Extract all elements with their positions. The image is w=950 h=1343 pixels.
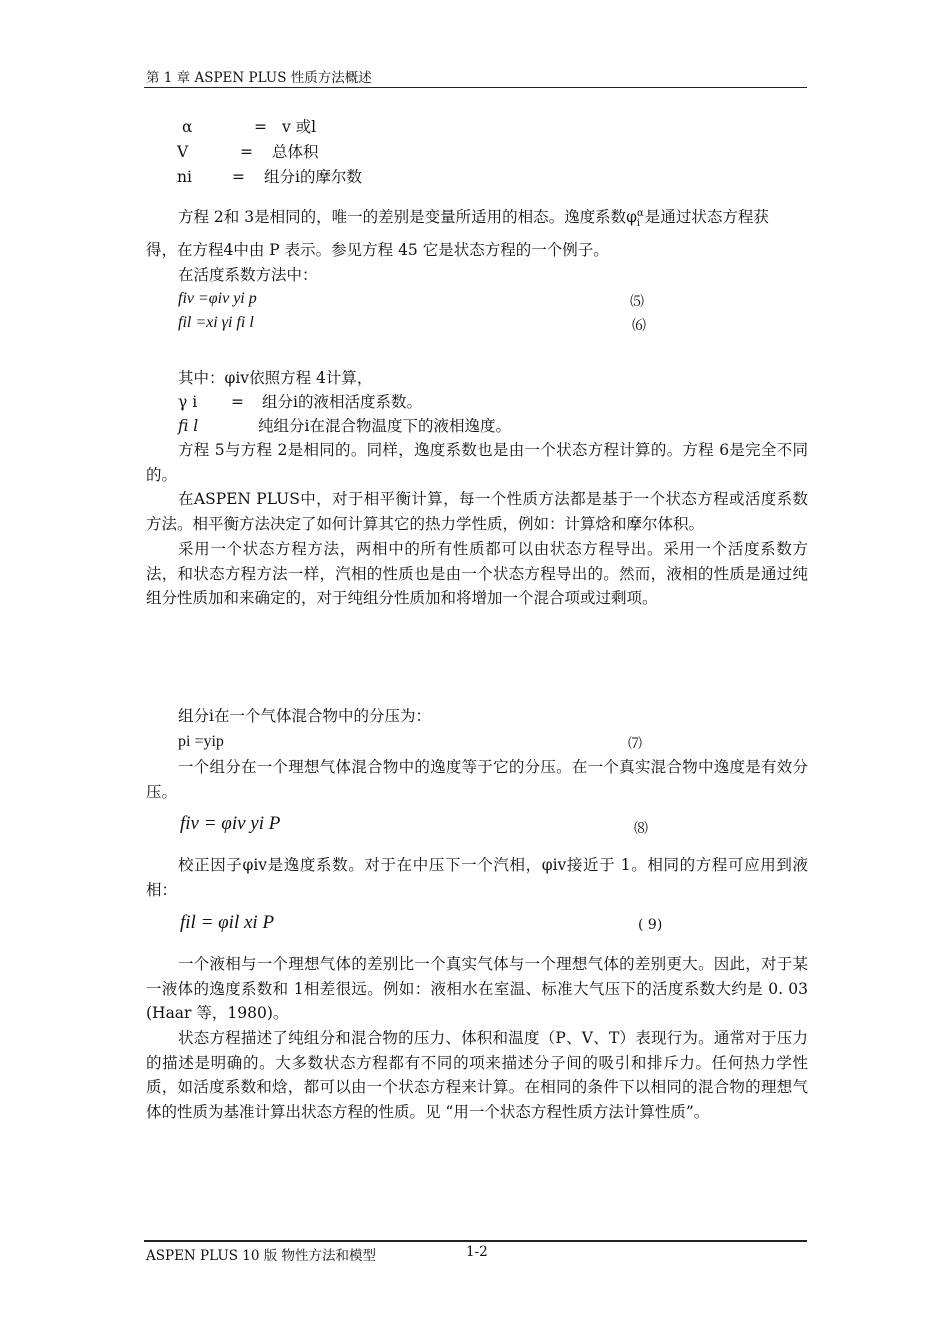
where-line: 其中：φiv依照方程 4计算， <box>178 369 373 387</box>
equation-7: pi =yip <box>178 733 224 750</box>
activity-intro: 在活度系数方法中： <box>178 266 318 284</box>
para-eq2-eq3-a: 方程 2和 3是相同的，唯一的差别是变量所适用的相态。逸度系数φ <box>178 208 637 227</box>
partial-pressure-intro: 组分i在一个气体混合物中的分压为： <box>178 707 431 725</box>
para-eq2-eq3: 方程 2和 3是相同的，唯一的差别是变量所适用的相态。逸度系数$\varphi^\alpha_i$ 是通过状态方程获 <box>178 208 769 230</box>
para-eq2-eq3-b: 是通过状态方程获 <box>644 208 769 227</box>
para-eos-method: 采用一个状态方程方法，两相中的所有性质都可以由状态方程导出。采用一个活度系数方法，和状态方程方法一样，汽相的性质也是由一个状态方程导出的。然而，液相的性质是通过纯组分性质加和来确定的，对于纯组分性质加和将增加一个混合项或过剩项。 <box>146 540 808 607</box>
para-equation-of-state: 状态方程描述了纯组分和混合物的压力、体积和温度（P、V、T）表现行为。通常对于压力的描述是明确的。大多数状态方程都有不同的项来描述分子间的吸引和排斥力。任何热力学性质，如活度系数和焓，都可以由一个状态方程来计算。在相同的条件下以相同的混合物的理想气体的性质为基准计算出状态方程的性质。见 “用一个状态方程性质方法计算性质”。 <box>146 1029 808 1121</box>
gamma-equals: = <box>231 393 244 411</box>
def-alpha-equals: = <box>254 118 267 136</box>
def-volume-text: 总体积 <box>272 143 319 161</box>
gamma-text: 组分i的液相活度系数。 <box>262 393 422 411</box>
running-footer: ASPEN PLUS 10 版 物性方法和模型 <box>146 1248 377 1264</box>
equation-6-number: ⑹ <box>632 318 646 334</box>
def-alpha-symbol: α <box>182 118 193 136</box>
equation-9-number: ( 9) <box>638 917 663 933</box>
para-ideal-gas-fugacity: 一个组分在一个理想气体混合物中的逸度等于它的分压。在一个真实混合物中逸度是有效分压。 <box>146 758 808 801</box>
def-volume-symbol: V <box>177 143 189 161</box>
para-liquid-phase: 一个液相与一个理想气体的差别比一个真实气体与一个理想气体的差别更大。因此，对于某一液体的逸度系数和 1相差很远。例如：液相水在室温、标准大气压下的活度系数大约是 0. 03 (Haar 等，1980)。 <box>146 955 808 1022</box>
para-aspen-plus: 在ASPEN PLUS中，对于相平衡计算，每一个性质方法都是基于一个状态方程或活度系数方法。相平衡方法决定了如何计算其它的热力学性质，例如：计算焓和摩尔体积。 <box>146 490 808 533</box>
def-moles-symbol: ni <box>177 168 192 186</box>
fil-text: 纯组分i在混合物温度下的液相逸度。 <box>258 417 511 435</box>
def-moles-text: 组分i的摩尔数 <box>264 168 362 186</box>
running-header: 第 1 章 ASPEN PLUS 性质方法概述 <box>146 70 372 86</box>
def-volume-equals: = <box>240 143 253 161</box>
para-eq2-eq3-line2: 得，在方程4中由 P 表示。参见方程 45 它是状态方程的一个例子。 <box>146 241 609 259</box>
para-eq5-eq2: 方程 5与方程 2是相同的。同样，逸度系数也是由一个状态方程计算的。方程 6是完全不同的。 <box>146 441 808 484</box>
equation-5-number: ⑸ <box>630 294 644 310</box>
equation-8-number: ⑻ <box>634 821 648 837</box>
def-alpha-text: v 或l <box>282 118 317 136</box>
equation-6: fil =xi γi fi l <box>178 314 254 331</box>
fil-symbol: fi l <box>178 417 199 435</box>
para-correction-factor: 校正因子φiv是逸度系数。对于在中压下一个汽相，φiv接近于 1。相同的方程可应用到液相： <box>146 856 808 899</box>
footer-rule <box>144 1240 807 1242</box>
equation-9: fil = φil xi P <box>180 912 275 933</box>
equation-8: fiv = φiv yi P <box>180 813 281 834</box>
equation-7-number: ⑺ <box>628 736 642 752</box>
def-moles-equals: = <box>232 168 245 186</box>
header-rule <box>144 87 807 88</box>
page-number: 1-2 <box>466 1244 488 1260</box>
equation-5: fiv =φiv yi p <box>178 290 257 307</box>
gamma-symbol: γ i <box>178 393 198 411</box>
